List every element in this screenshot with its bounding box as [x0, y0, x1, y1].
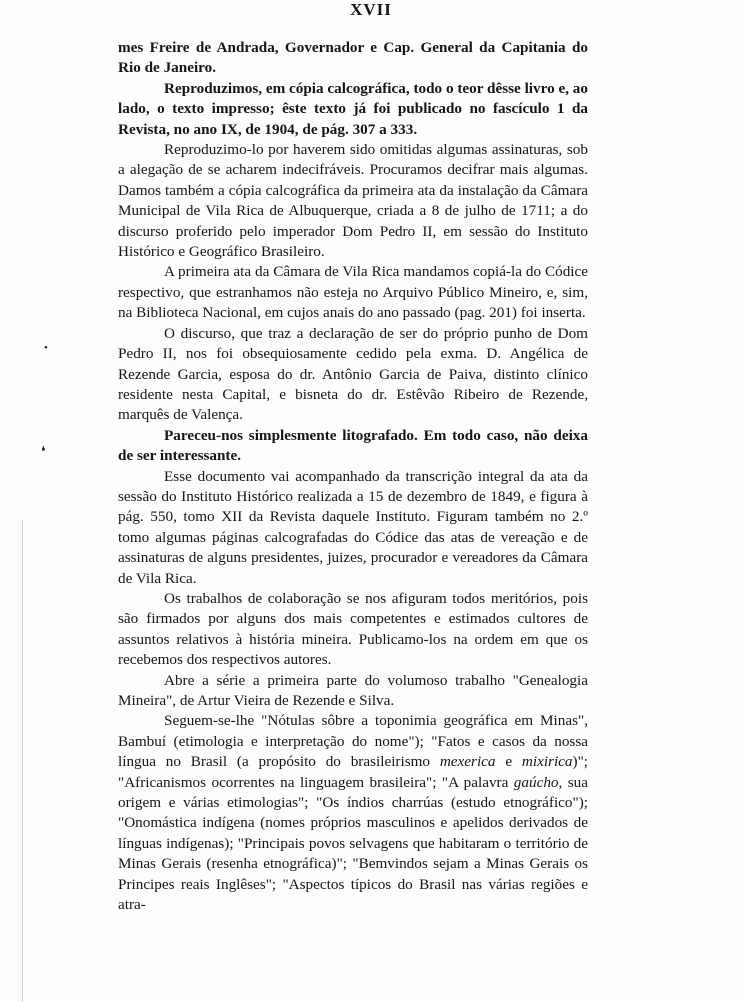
- paragraph-4: A primeira ata da Câmara de Vila Rica mandamos copiá-la do Códice respectivo, que estranhamos não esteja no Arquivo Público Mineiro, e, sim, na Biblioteca Nacional, em cujos anais do ano passado (pag. 201) foi inserta.: [118, 263, 588, 322]
- page-number: XVII: [350, 0, 392, 19]
- margin-dot-mark: •: [44, 342, 48, 354]
- term-mixirica: mixirica: [521, 753, 573, 771]
- paragraph-9: Abre a série a primeira parte do volumoso trabalho "Genealogia Mineira", de Artur Vieira de Rezende e Silva.: [118, 671, 588, 709]
- paragraph-10-text-1: Seguem-se-lhe "Nótulas sôbre a toponimia geográfica em Minas", Bambuí (etimologia e interpretação do nome"); "Fatos e casos da nossa língua no Brasil (a propósito do brasileirismo: [118, 712, 588, 771]
- paragraph-10-text-4: , sua origem e várias etimologias"; "Os índios charrúas (estudo etnográfico"); "Onomástica indígena (nomes próprios masculinos e apelidos derivados de línguas indígenas); "Principais povos selvagens que habitaram o território de Minas Gerais (resenha etnográfica)"; "Bemvindos sejam a Minas Gerais os Principes reais Inglêses"; "Aspectos típicos do Brasil nas várias regiões e atra-: [118, 773, 589, 914]
- paragraph-2: Reproduzimos, em cópia calcográfica, todo o teor dêsse livro e, ao lado, o texto impresso; êste texto já foi publicado no fascículo 1 da Revista, no ano IX, de 1904, de pág. 307 a 333.: [118, 79, 588, 138]
- scan-edge-line: [22, 520, 23, 1002]
- term-mexerica: mexerica: [439, 753, 496, 771]
- paragraph-6: Pareceu-nos simplesmente litografado. Em todo caso, não deixa de ser interessante.: [118, 426, 588, 465]
- paragraph-10-text-2: e: [495, 753, 522, 771]
- paragraph-10-text-3: )"; "Africanismos ocorrentes na linguagem brasileira"; "A palavra: [118, 753, 588, 791]
- margin-tick-mark: ❛: [41, 445, 46, 460]
- paragraph-8: Os trabalhos de colaboração se nos afiguram todos meritórios, pois são firmados por alguns dos mais competentes e estimados cultores de assuntos relativos à história mineira. Publicamo-los na ordem em que os recebemos dos respectivos autores.: [118, 589, 588, 669]
- body-text: [118, 38, 588, 915]
- paragraph-1: mes Freire de Andrada, Governador e Cap. General da Capitania do Rio de Janeiro.: [118, 39, 588, 77]
- paragraph-5: O discurso, que traz a declaração de ser do próprio punho de Dom Pedro II, nos foi obsequiosamente cedido pela exma. D. Angélica de Rezende Garcia, esposa do dr. Antônio Garcia de Paiva, distinto clínico residente nesta Capital, e bisneta do dr. Estêvão Ribeiro de Rezende, marquês de Valença.: [118, 324, 588, 424]
- paragraph-10: [118, 711, 588, 915]
- paragraph-3: Reproduzimo-lo por haverem sido omitidas algumas assinaturas, sob a alegação de se acharem indecifráveis. Procuramos decifrar mais algumas. Damos também a cópia calcográfica da primeira ata da instalação da Câmara Municipal de Vila Rica de Albuquerque, criada a 8 de julho de 1711; a do discurso proferido pelo imperador Dom Pedro II, em sessão do Instituto Histórico e Geográfico Brasileiro.: [118, 141, 588, 261]
- term-gaucho: gaúcho: [513, 773, 559, 791]
- paragraph-7: Esse documento vai acompanhado da transcrição integral da ata da sessão do Instituto Histórico realizada a 15 de dezembro de 1849, e figura à pág. 550, tomo XII da Revista daquele Instituto. Figuram também no 2.º tomo algumas páginas calcografadas do Códice das atas de vereação e de assinaturas de alguns presidentes, juizes, procurador e vereadores da Câmara de Vila Rica.: [118, 467, 588, 587]
